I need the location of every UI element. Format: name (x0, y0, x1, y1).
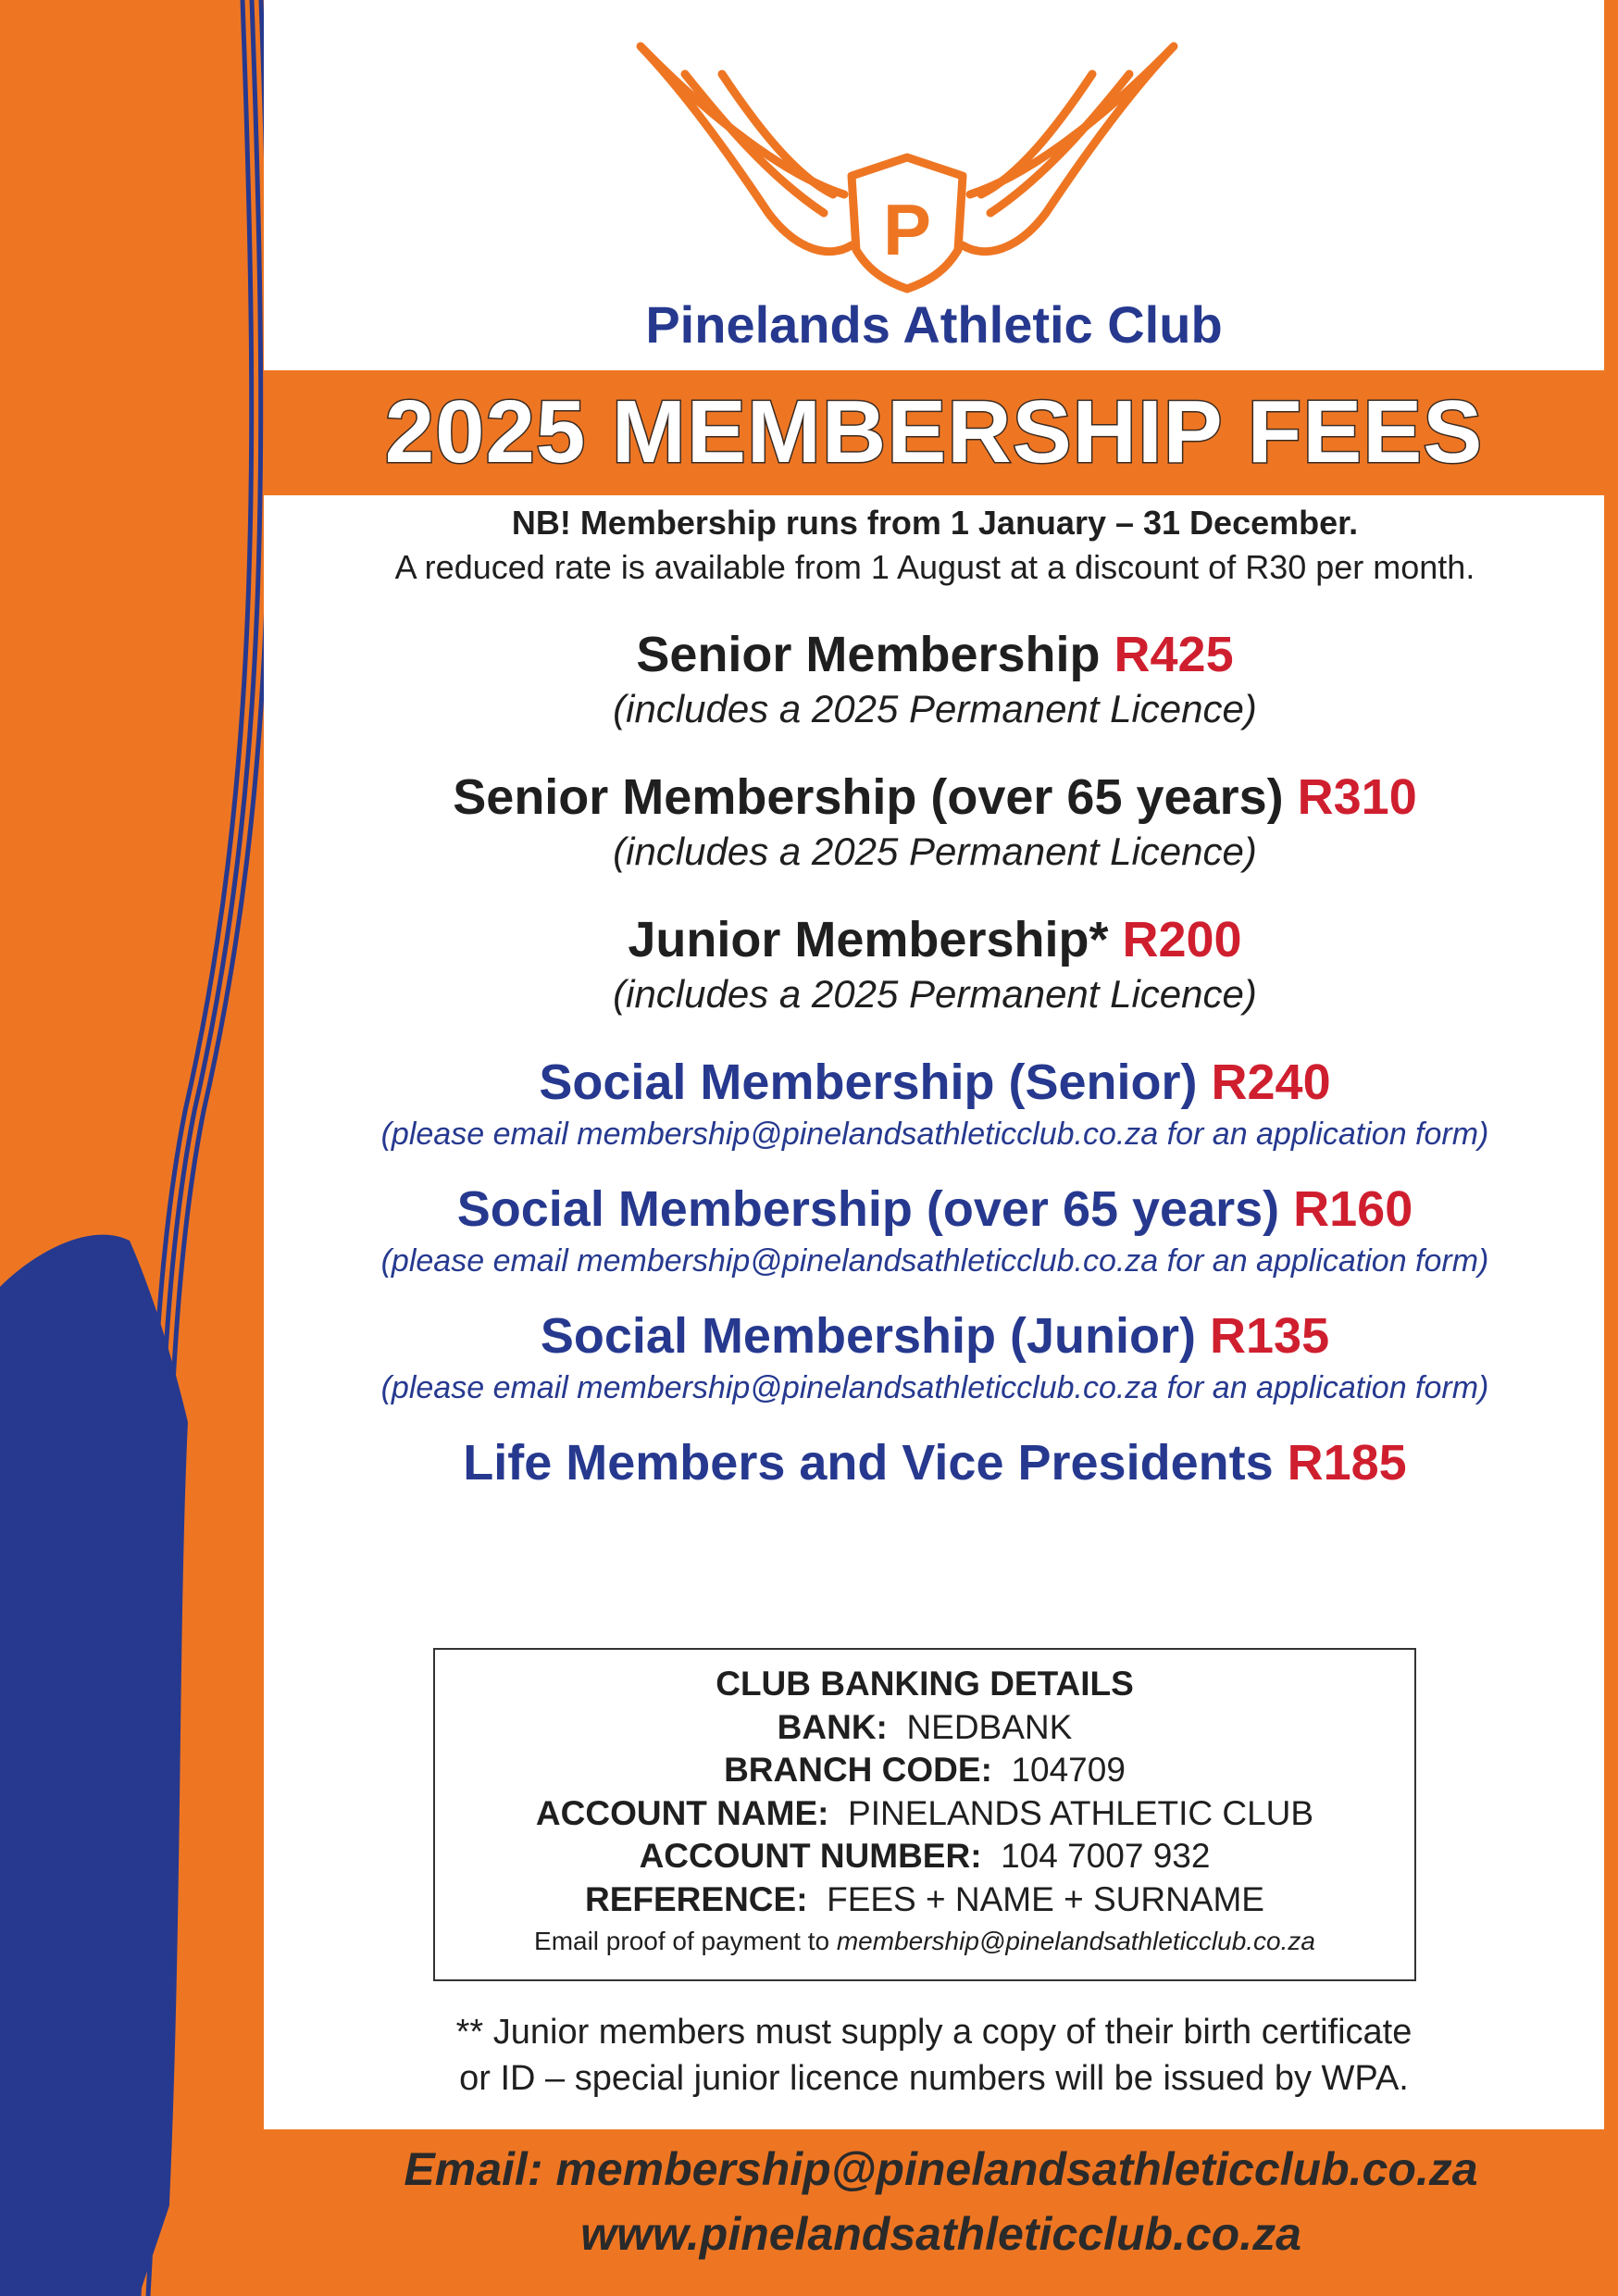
fee-price: R425 (1114, 627, 1234, 682)
branch-code-row (435, 1749, 1414, 1792)
fee-price: R185 (1287, 1435, 1407, 1491)
fee-note: (please email membership@pinelandsathleticclub.co.za for an application form) (380, 1370, 1489, 1405)
junior-members-note (264, 2009, 1604, 2102)
footer-email: Email: membership@pinelandsathleticclub.co.za (404, 2143, 1478, 2195)
fee-price: R310 (1297, 769, 1417, 825)
branch-code-label: BRANCH CODE: (724, 1751, 992, 1789)
fee-social-junior (278, 1307, 1592, 1365)
banking-details-box (433, 1648, 1416, 1981)
account-number-label: ACCOUNT NUMBER: (639, 1837, 982, 1875)
account-name-value: PINELANDS ATHLETIC CLUB (848, 1793, 1314, 1832)
fee-social-senior (278, 1054, 1592, 1111)
fee-note: (includes a 2025 Permanent Licence) (613, 830, 1257, 873)
fees-content (278, 500, 1592, 1491)
junior-note-line: or ID – special junior licence numbers will be issued by WPA. (459, 2059, 1409, 2098)
reference-value: FEES + NAME + SURNAME (827, 1879, 1264, 1918)
fee-label: Social Membership (Senior) (539, 1054, 1198, 1110)
fee-social-over-65 (278, 1180, 1592, 1238)
proof-text: Email proof of payment to (534, 1927, 830, 1955)
fee-label: Senior Membership (636, 627, 1101, 682)
fee-label: Social Membership (Junior) (540, 1308, 1196, 1364)
branch-code-value: 104709 (1011, 1751, 1126, 1789)
winged-shield-logo-icon (629, 37, 1185, 296)
account-number-value: 104 7007 932 (1001, 1837, 1211, 1875)
fee-price: R135 (1210, 1308, 1330, 1364)
fee-label: Junior Membership* (628, 912, 1109, 967)
fee-price: R240 (1211, 1054, 1331, 1110)
bank-value: NEDBANK (906, 1707, 1073, 1746)
fee-note: (please email membership@pinelandsathleticclub.co.za for an application form) (380, 1117, 1489, 1152)
fee-life-members (278, 1434, 1592, 1491)
fee-label: Social Membership (over 65 years) (456, 1181, 1280, 1237)
account-number-row (435, 1835, 1414, 1878)
fee-label: Senior Membership (over 65 years) (453, 769, 1284, 825)
fee-note: (includes a 2025 Permanent Licence) (613, 687, 1257, 730)
account-name-label: ACCOUNT NAME: (535, 1793, 829, 1832)
proof-of-payment-line (435, 1927, 1414, 1956)
account-name-row (435, 1792, 1414, 1836)
club-name: Pinelands Athletic Club (645, 295, 1223, 354)
fee-price: R200 (1122, 912, 1242, 967)
fee-price: R160 (1293, 1181, 1413, 1237)
reference-label: REFERENCE: (585, 1879, 808, 1918)
reference-row (435, 1878, 1414, 1922)
fee-junior (278, 911, 1592, 968)
bank-label: BANK: (777, 1707, 888, 1746)
fee-note: (includes a 2025 Permanent Licence) (613, 972, 1257, 1016)
fee-label: Life Members and Vice Presidents (463, 1435, 1274, 1491)
membership-period-notice: NB! Membership runs from 1 January – 31 December. (511, 504, 1359, 542)
footer-website: www.pinelandsathleticclub.co.za (580, 2208, 1301, 2260)
proof-email: membership@pinelandsathleticclub.co.za (836, 1927, 1315, 1955)
banking-title: CLUB BANKING DETAILS (716, 1665, 1134, 1703)
fee-senior-over-65 (278, 768, 1592, 826)
logo-letter: P (882, 189, 932, 270)
page-title: 2025 MEMBERSHIP FEES (384, 382, 1484, 481)
fee-note: (please email membership@pinelandsathleticclub.co.za for an application form) (380, 1243, 1489, 1279)
junior-note-line: ** Junior members must supply a copy of their birth certificate (455, 2013, 1413, 2052)
fee-senior (278, 626, 1592, 683)
bank-row (435, 1706, 1414, 1750)
reduced-rate-notice: A reduced rate is available from 1 August at a discount of R30 per month. (394, 548, 1475, 586)
